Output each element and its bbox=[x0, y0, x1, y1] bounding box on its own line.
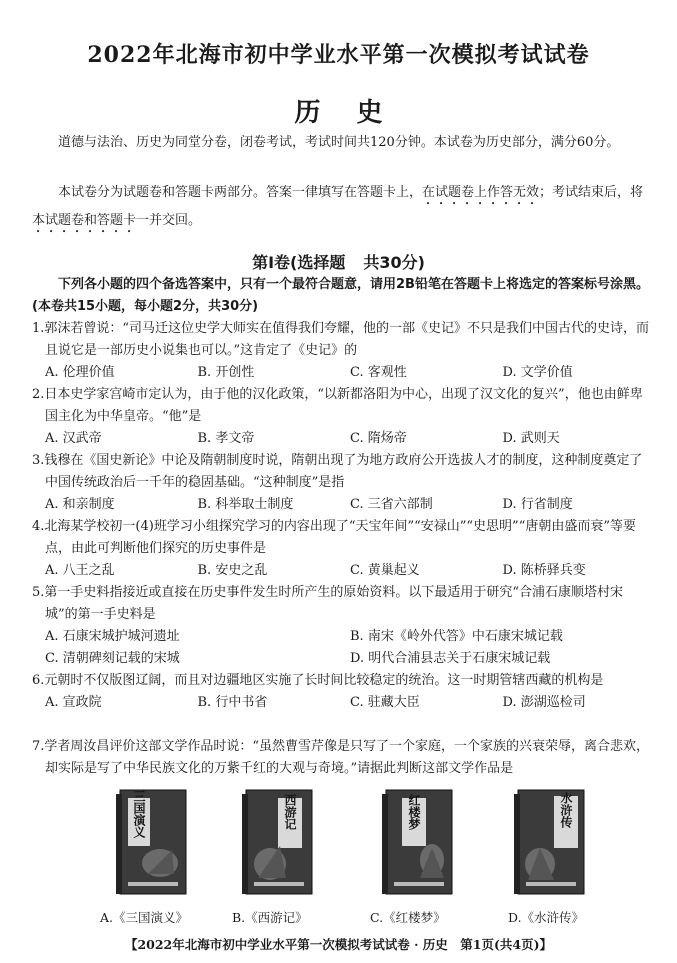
intro-text: 本试卷分为试题卷和答题卡两部分。答案一律填写在答题卡上， bbox=[58, 185, 423, 200]
question-1 bbox=[32, 318, 654, 384]
option-d: D. 武则天 bbox=[502, 431, 560, 446]
option-b: B. 南宋《岭外代答》中石康宋城记载 bbox=[350, 629, 563, 644]
option-a: A. 八王之乱 bbox=[45, 563, 115, 578]
book-cover-xiyou bbox=[240, 788, 318, 898]
option-a: A.《三国演义》 bbox=[100, 910, 189, 925]
option-d: D. 行省制度 bbox=[502, 497, 573, 512]
option-a: A. 汉武帝 bbox=[45, 431, 102, 446]
option-b: B. 科举取士制度 bbox=[197, 497, 294, 512]
page-footer: 【2022年北海市初中学业水平第一次模拟考试试卷 · 历史 第1页(共4页)】 bbox=[124, 937, 553, 952]
option-c: C.《红楼梦》 bbox=[370, 910, 446, 925]
book-cover-honglou bbox=[380, 788, 458, 898]
option-a: A. 石康宋城护城河遗址 bbox=[45, 629, 180, 644]
option-b: B. 行中书省 bbox=[197, 695, 268, 710]
option-c: C. 隋炀帝 bbox=[350, 431, 407, 446]
cover-title-glyph: 西游记 bbox=[283, 794, 297, 830]
question-7 bbox=[32, 736, 654, 780]
book-cover-image bbox=[380, 788, 458, 898]
cover-title-glyph: 三国演义 bbox=[132, 790, 146, 838]
option-b: B.《西游记》 bbox=[232, 910, 308, 925]
book-cover-sanguo bbox=[114, 788, 192, 898]
option-a: A. 宣政院 bbox=[45, 695, 102, 710]
option-c: C. 清朝碑刻记载的宋城 bbox=[45, 651, 180, 666]
cover-title-glyph: 红楼梦 bbox=[407, 794, 421, 830]
option-d: D.《水浒传》 bbox=[508, 910, 585, 925]
emphasis-text: 本试题卷和答题卡 bbox=[32, 213, 137, 228]
option-row bbox=[45, 362, 655, 384]
question-6 bbox=[32, 670, 654, 714]
option-row bbox=[45, 560, 655, 582]
question-5 bbox=[32, 582, 654, 670]
option-c: C. 三省六部制 bbox=[350, 497, 433, 512]
question-4 bbox=[32, 516, 654, 582]
option-d: D. 明代合浦县志关于石康宋城记载 bbox=[350, 651, 551, 666]
option-row bbox=[45, 494, 655, 516]
book-cover-row bbox=[100, 788, 600, 925]
intro-text: 一并交回。 bbox=[136, 213, 202, 228]
book-cover-image bbox=[114, 788, 192, 898]
question-stem: 7.学者周汝昌评价这部文学作品时说：“虽然曹雪芹像是只写了一个家庭，一个家族的兴衰荣辱，离合悲欢，却实际是写了中华民族文化的万紫千红的大观与奇境。”请据此判断这部文学作品是 bbox=[32, 739, 650, 776]
question-3 bbox=[32, 450, 654, 516]
option-c: C. 黄巢起义 bbox=[350, 563, 420, 578]
emphasis-text: 在试题卷上作答无效 bbox=[422, 185, 540, 200]
option-row bbox=[45, 626, 655, 670]
question-2 bbox=[32, 384, 654, 450]
section-score: 共30分) bbox=[363, 253, 425, 272]
question-stem: 6.元朝时不仅版图辽阔，而且对边疆地区实施了长时间比较稳定的统治。这一时期管辖西藏的机构是 bbox=[32, 673, 604, 688]
option-row bbox=[45, 428, 655, 450]
exam-title: 2022年北海市初中学业水平第一次模拟考试试卷 bbox=[87, 42, 590, 68]
option-c: C. 客观性 bbox=[350, 365, 407, 380]
section-title: 第Ⅰ卷(选择题 bbox=[252, 253, 346, 272]
question-stem: 5.第一手史料指接近或直接在历史事件发生时所产生的原始资料。以下最适用于研究“合浦石康顺塔村宋城”的第一手史料是 bbox=[32, 585, 624, 622]
cover-title-glyph: 水浒传 bbox=[559, 792, 573, 828]
option-d: D. 澎湖巡检司 bbox=[502, 695, 586, 710]
option-a: A. 和亲制度 bbox=[45, 497, 115, 512]
intro-paragraph-2 bbox=[32, 180, 652, 236]
option-b: B. 安史之乱 bbox=[197, 563, 268, 578]
book-cover-image bbox=[512, 788, 590, 898]
book-cover-shuihu bbox=[512, 788, 590, 898]
book-cover-image bbox=[240, 788, 318, 898]
intro-paragraph-1: 道德与法治、历史为同堂分卷，闭卷考试，考试时间共120分钟。本试卷为历史部分，满分60分。 bbox=[58, 135, 620, 150]
question-stem: 1.郭沫若曾说：“司马迁这位史学大师实在值得我们夸耀，他的一部《史记》不只是我们中国古代的史诗，而且说它是一部历史小说集也可以。”这肯定了《史记》的 bbox=[32, 321, 650, 358]
section-instruction: 下列各小题的四个备选答案中，只有一个最符合题意，请用2B铅笔在答题卡上将选定的答案标号涂黑。(本卷共15小题，每小题2分，共30分) bbox=[32, 277, 649, 314]
subject-heading: 历史 bbox=[294, 98, 419, 128]
question-stem: 4.北海某学校初一(4)班学习小组探究学习的内容出现了“天宝年间”“安禄山”“史思明”“唐朝由盛而衰”等要点，由此可判断他们探究的历史事件是 bbox=[32, 519, 636, 556]
option-d: D. 文学价值 bbox=[502, 365, 573, 380]
question-stem: 3.钱穆在《国史新论》中论及隋朝制度时说，隋朝出现了为地方政府公开选拔人才的制度，这种制度奠定了中国传统政治后一千年的稳固基础。“这种制度”是指 bbox=[32, 453, 643, 490]
option-a: A. 伦理价值 bbox=[45, 365, 115, 380]
question-stem: 2.日本史学家宫崎市定认为，由于他的汉化政策，“以新都洛阳为中心，出现了汉文化的复兴”，他也由鲜卑国主化为中华皇帝。“他”是 bbox=[32, 387, 643, 424]
option-b: B. 开创性 bbox=[197, 365, 255, 380]
option-b: B. 孝文帝 bbox=[197, 431, 255, 446]
intro-text: ；考试结束后，将 bbox=[539, 185, 644, 200]
option-row bbox=[45, 692, 655, 714]
option-c: C. 驻藏大臣 bbox=[350, 695, 420, 710]
option-d: D. 陈桥驿兵变 bbox=[502, 563, 586, 578]
section-heading bbox=[0, 250, 677, 273]
